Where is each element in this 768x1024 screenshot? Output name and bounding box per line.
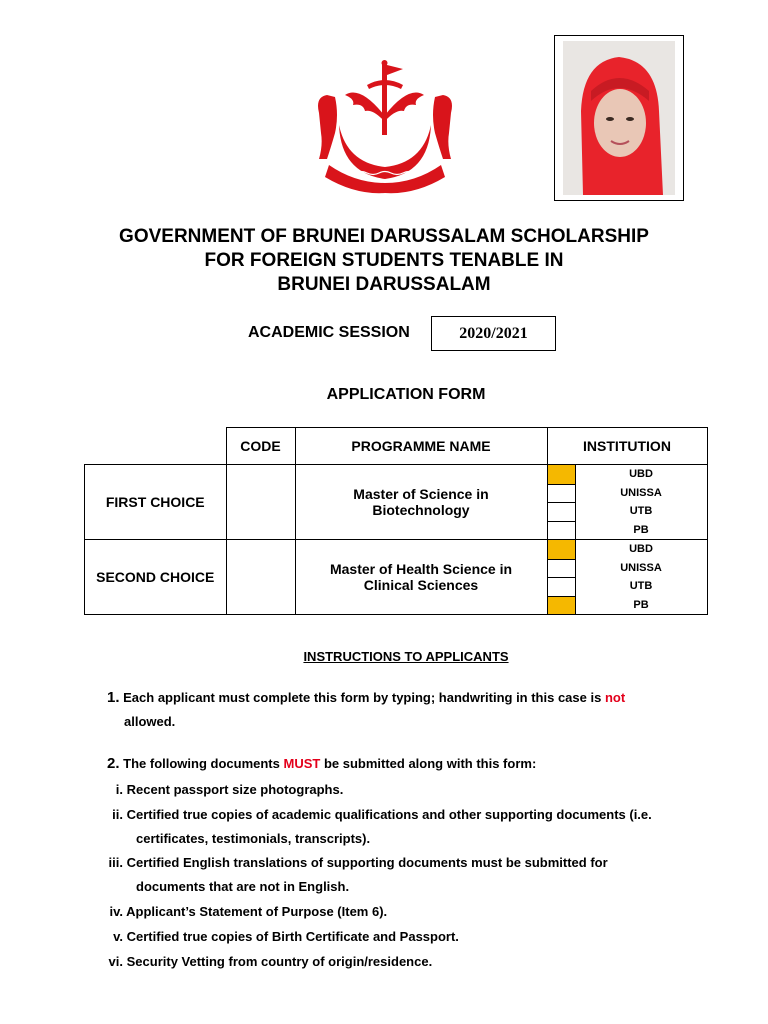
- title-line-3: BRUNEI DARUSSALAM: [277, 274, 491, 295]
- institution-label: PB: [633, 523, 649, 536]
- list-item-text: Security Vetting from country of origin/residence.: [126, 954, 433, 969]
- second-choice-code-field[interactable]: [226, 540, 295, 615]
- emphasis-text: MUST: [283, 756, 321, 771]
- instruction-text: allowed.: [124, 714, 176, 729]
- title-line-2: FOR FOREIGN STUDENTS TENABLE IN: [204, 250, 564, 271]
- institution-label: UTB: [629, 580, 653, 592]
- photo-frame: [554, 35, 684, 201]
- programme-line: Master of Health Science in: [329, 561, 513, 577]
- programme-line: Clinical Sciences: [363, 577, 479, 593]
- programme-choice-table: [84, 427, 708, 615]
- second-choice-institutions: [547, 540, 707, 615]
- institution-label: UNISSA: [620, 486, 662, 499]
- table-row: [85, 540, 708, 615]
- programme-line: Biotechnology: [372, 502, 470, 518]
- institution-label: UTB: [629, 505, 653, 517]
- instructions-title: INSTRUCTIONS TO APPLICANTS: [303, 649, 509, 664]
- institution-label: PB: [633, 598, 649, 611]
- list-item-text: Recent passport size photographs.: [126, 782, 344, 797]
- list-item: [88, 900, 718, 924]
- institution-label: UNISSA: [620, 561, 662, 574]
- list-item: [88, 803, 718, 851]
- list-item: [88, 950, 718, 974]
- item-number: 2.: [107, 755, 120, 772]
- list-item-text: Certified true copies of Birth Certificate and Passport.: [126, 929, 459, 944]
- instruction-text: The following documents: [123, 756, 284, 771]
- applicant-photo: [563, 41, 675, 195]
- first-choice-code-field[interactable]: [226, 465, 295, 540]
- roman-numeral: iv.: [109, 904, 123, 919]
- second-choice-label: SECOND CHOICE: [85, 540, 227, 615]
- first-choice-institutions: [547, 465, 707, 540]
- roman-numeral: ii.: [112, 807, 123, 822]
- roman-numeral: v.: [113, 929, 123, 944]
- academic-session-field[interactable]: 2020/2021: [431, 316, 556, 351]
- checkbox-utb[interactable]: [548, 577, 576, 596]
- roman-numeral: iii.: [108, 855, 123, 870]
- table-row: [85, 465, 708, 540]
- institution-label: UBD: [629, 543, 653, 555]
- programme-name-header: PROGRAMME NAME: [295, 428, 547, 465]
- list-item: [88, 851, 718, 899]
- item-number: 1.: [107, 689, 120, 706]
- title-line-1: GOVERNMENT OF BRUNEI DARUSSALAM SCHOLARSHIP: [119, 226, 649, 247]
- instruction-2: [107, 752, 667, 776]
- first-choice-programme[interactable]: [295, 465, 547, 540]
- form-title: APPLICATION FORM: [326, 386, 486, 403]
- emphasis-text: not: [604, 690, 626, 705]
- brunei-crest-icon: [305, 55, 465, 195]
- first-choice-label: FIRST CHOICE: [85, 465, 227, 540]
- checkbox-unissa[interactable]: [548, 484, 576, 503]
- checkbox-pb[interactable]: [548, 596, 576, 615]
- list-item-text: documents that are not in English.: [136, 879, 350, 894]
- list-item: [88, 778, 718, 802]
- instruction-1: [107, 686, 667, 734]
- checkbox-ubd[interactable]: [548, 465, 576, 484]
- checkbox-pb[interactable]: [548, 521, 576, 540]
- list-item-text: Applicant’s Statement of Purpose (Item 6).: [126, 904, 388, 919]
- institution-label: UBD: [629, 468, 653, 480]
- list-item-text: Certified true copies of academic qualifications and other supporting documents (i.e.: [126, 807, 652, 822]
- roman-numeral: i.: [115, 782, 123, 797]
- instruction-text: be submitted along with this form:: [320, 756, 537, 771]
- list-item-text: certificates, testimonials, transcripts).: [136, 831, 371, 846]
- checkbox-unissa[interactable]: [548, 559, 576, 578]
- second-choice-programme[interactable]: [295, 540, 547, 615]
- instruction-text: Each applicant must complete this form by typing; handwriting in this case is: [123, 690, 605, 705]
- roman-numeral: vi.: [108, 954, 123, 969]
- academic-session-label: ACADEMIC SESSION: [248, 324, 410, 341]
- checkbox-utb[interactable]: [548, 502, 576, 521]
- empty-header-cell: [85, 428, 227, 465]
- list-item: [88, 925, 718, 949]
- institution-header: INSTITUTION: [547, 428, 707, 465]
- code-header: CODE: [226, 428, 295, 465]
- programme-line: Master of Science in: [353, 486, 489, 502]
- checkbox-ubd[interactable]: [548, 540, 576, 559]
- list-item-text: Certified English translations of supporting documents must be submitted for: [126, 855, 608, 870]
